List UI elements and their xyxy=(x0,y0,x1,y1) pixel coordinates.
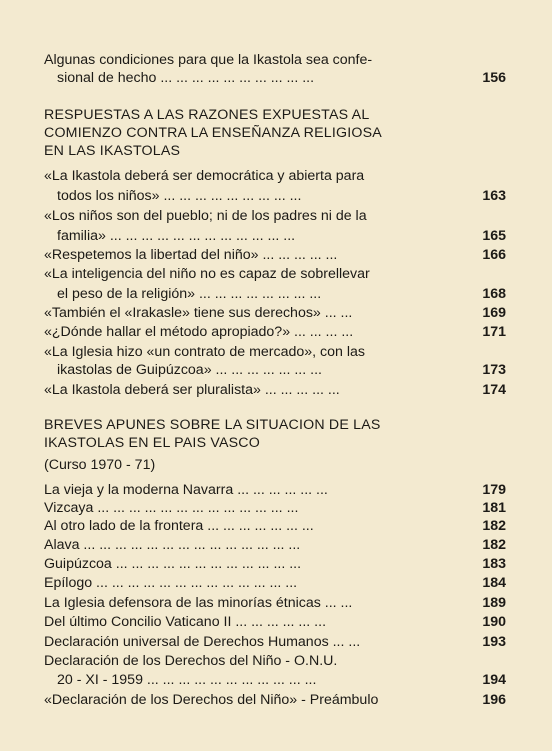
toc-line xyxy=(44,206,506,226)
toc-entry-text: BREVES APUNES SOBRE LA SITUACION DE LAS xyxy=(44,417,381,433)
toc-page-number: 190 xyxy=(482,614,506,630)
toc-page-number: 181 xyxy=(482,500,506,516)
toc-page-number: 189 xyxy=(482,595,506,611)
toc-entry-text: La vieja y la moderna Navarra ... ... ... ... ... ... xyxy=(44,482,328,498)
toc-entry-text: ikastolas de Guipúzcoa» ... ... ... ... ... ... ... xyxy=(57,362,322,378)
toc-page-number: 193 xyxy=(482,634,506,650)
toc-section-heading xyxy=(44,123,506,143)
toc-entry-text: «La Ikastola deberá ser democrática y abierta para xyxy=(44,168,365,184)
toc-page-number: 194 xyxy=(482,672,506,688)
toc-line xyxy=(44,554,506,574)
toc-line xyxy=(57,284,506,304)
toc-page-number: 183 xyxy=(482,556,506,572)
toc-line xyxy=(57,68,506,88)
toc-line xyxy=(44,380,506,400)
toc-line xyxy=(44,651,506,671)
toc-entry-text: «También el «Irakasle» tiene sus derechos» ... ... xyxy=(44,305,353,321)
toc-line xyxy=(44,498,506,518)
toc-entry-text: «¿Dónde hallar el método apropiado?» ... ... ... ... xyxy=(44,324,354,340)
toc-page-number: 165 xyxy=(482,228,506,244)
toc-page-number: 156 xyxy=(482,70,506,86)
toc-entry-text: «Respetemos la libertad del niño» ... ... ... ... ... xyxy=(44,247,338,263)
toc-entry-text: EN LAS IKASTOLAS xyxy=(44,143,181,159)
toc-page-number: 182 xyxy=(482,537,506,553)
toc-entry-text: Declaración de los Derechos del Niño - O.N.U. xyxy=(44,653,338,669)
toc-page-number: 196 xyxy=(482,692,506,708)
toc-line xyxy=(44,245,506,265)
toc-entry-text: Vizcaya ... ... ... ... ... ... ... ... ... ... ... ... ... xyxy=(44,500,299,516)
toc-entry-text: COMIENZO CONTRA LA ENSEÑANZA RELIGIOSA xyxy=(44,125,382,141)
toc-line xyxy=(44,264,506,284)
toc-entry-text: «La inteligencia del niño no es capaz de sobrellevar xyxy=(44,266,370,282)
toc-line xyxy=(44,612,506,632)
toc-line xyxy=(44,342,506,362)
toc-line xyxy=(44,516,506,536)
toc-line xyxy=(57,186,506,206)
toc-page-number: 171 xyxy=(482,324,506,340)
toc-entry-text: 20 - XI - 1959 ... ... ... ... ... ... ... ... ... ... ... xyxy=(57,672,317,688)
toc-entry-text: Algunas condiciones para que la Ikastola sea confe- xyxy=(44,52,373,68)
toc-line xyxy=(57,226,506,246)
toc-page-number: 173 xyxy=(482,362,506,378)
toc-page-number: 163 xyxy=(482,188,506,204)
toc-page-number: 169 xyxy=(482,305,506,321)
toc-entry-text: Guipúzcoa ... ... ... ... ... ... ... ... ... ... ... ... xyxy=(44,556,302,572)
toc-entry-text: «Los niños son del pueblo; ni de los padres ni de la xyxy=(44,208,367,224)
toc-section-heading xyxy=(44,415,506,435)
toc-entry-text: «La Iglesia hizo «un contrato de mercado», con las xyxy=(44,344,365,360)
toc-entry-text: «La Ikastola deberá ser pluralista» ... ... ... ... ... xyxy=(44,382,340,398)
toc-line xyxy=(44,322,506,342)
toc-section-heading xyxy=(44,105,506,125)
toc-section-heading xyxy=(44,141,506,161)
toc-entry-text: todos los niños» ... ... ... ... ... ... ... ... ... xyxy=(57,188,302,204)
toc-line xyxy=(44,455,506,475)
toc-line xyxy=(44,480,506,500)
toc-line xyxy=(44,573,506,593)
toc-entry-text: Del último Concilio Vaticano II ... ... ... ... ... ... xyxy=(44,614,327,630)
toc-entry-text: Epílogo ... ... ... ... ... ... ... ... ... ... ... ... ... xyxy=(44,575,298,591)
toc-line xyxy=(44,50,506,70)
toc-line xyxy=(57,670,506,690)
toc-entry-text: La Iglesia defensora de las minorías étnicas ... ... xyxy=(44,595,353,611)
toc-page-number: 168 xyxy=(482,286,506,302)
toc-line xyxy=(44,593,506,613)
toc-entry-text: «Declaración de los Derechos del Niño» - Preámbulo xyxy=(44,692,379,708)
toc-entry-text: (Curso 1970 - 71) xyxy=(44,457,156,473)
toc-line xyxy=(44,690,506,710)
toc-line xyxy=(44,535,506,555)
toc-entry-text: familia» ... ... ... ... ... ... ... ... ... ... ... ... xyxy=(57,228,296,244)
toc-page-number: 166 xyxy=(482,247,506,263)
toc-entry-text: el peso de la religión» ... ... ... ... ... ... ... ... xyxy=(57,286,322,302)
toc-line xyxy=(57,360,506,380)
toc-entry-text: RESPUESTAS A LAS RAZONES EXPUESTAS AL xyxy=(44,107,370,123)
toc-line xyxy=(44,303,506,323)
toc-entry-text: Alava ... ... ... ... ... ... ... ... ... ... ... ... ... ... xyxy=(44,537,301,553)
toc-line xyxy=(44,166,506,186)
toc-entry-text: Al otro lado de la frontera ... ... ... ... ... ... ... xyxy=(44,518,314,534)
toc-entry-text: sional de hecho ... ... ... ... ... ... ... ... ... ... xyxy=(57,70,315,86)
toc-entry-text: Declaración universal de Derechos Humanos ... ... xyxy=(44,634,361,650)
toc-page-number: 182 xyxy=(482,518,506,534)
toc-entry-text: IKASTOLAS EN EL PAIS VASCO xyxy=(44,435,260,451)
toc-page-number: 184 xyxy=(482,575,506,591)
toc-section-heading xyxy=(44,433,506,453)
toc-page-number: 179 xyxy=(482,482,506,498)
toc-line xyxy=(44,632,506,652)
toc-page-number: 174 xyxy=(482,382,506,398)
